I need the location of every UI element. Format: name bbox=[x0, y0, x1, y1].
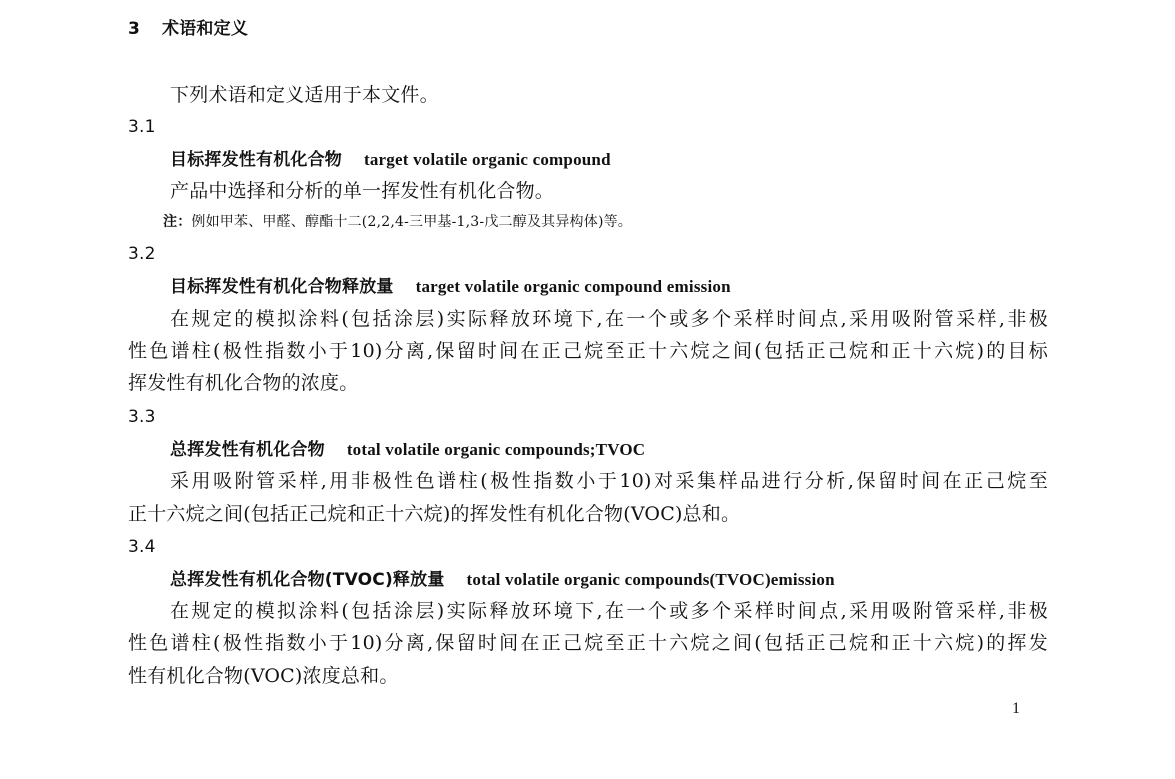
page-number: 1 bbox=[1012, 700, 1021, 717]
term-number: 3.2 bbox=[128, 244, 156, 264]
term-en: total volatile organic compounds;TVOC bbox=[346, 440, 646, 459]
term-title bbox=[170, 146, 611, 173]
intro-paragraph: 下列术语和定义适用于本文件。 bbox=[170, 84, 439, 106]
term-title bbox=[170, 273, 731, 300]
definition-line: 性有机化合物(VOC)浓度总和。 bbox=[128, 665, 399, 687]
term-number: 3.1 bbox=[128, 117, 156, 137]
term-number: 3.4 bbox=[128, 537, 156, 557]
section-heading bbox=[128, 16, 248, 42]
definition-line: 正十六烷之间(包括正己烷和正十六烷)的挥发性有机化合物(VOC)总和。 bbox=[128, 503, 741, 525]
note bbox=[163, 209, 632, 235]
term-title bbox=[170, 566, 835, 593]
term-cn: 目标挥发性有机化合物 bbox=[170, 150, 342, 170]
term-title bbox=[170, 436, 645, 463]
term-en: target volatile organic compound bbox=[364, 150, 611, 169]
term-cn: 总挥发性有机化合物(TVOC)释放量 bbox=[170, 570, 445, 590]
section-number: 3 bbox=[128, 19, 141, 39]
term-number: 3.3 bbox=[128, 407, 156, 427]
section-title: 术语和定义 bbox=[162, 19, 249, 39]
definition-line: 采用吸附管采样,用非极性色谱柱(极性指数小于10)对采集样品进行分析,保留时间在正己烷至 bbox=[170, 470, 1048, 492]
term-en: total volatile organic compounds(TVOC)emission bbox=[466, 570, 835, 589]
term-en: target volatile organic compound emission bbox=[415, 277, 731, 296]
definition-line: 性色谱柱(极性指数小于10)分离,保留时间在正己烷至正十六烷之间(包括正己烷和正十六烷)的挥发 bbox=[128, 632, 1048, 654]
note-text: 例如甲苯、甲醛、醇酯十二(2,2,4-三甲基-1,3-戊二醇及其异构体)等。 bbox=[191, 214, 633, 230]
definition-line: 在规定的模拟涂料(包括涂层)实际释放环境下,在一个或多个采样时间点,采用吸附管采样,非极 bbox=[170, 600, 1048, 622]
term-cn: 总挥发性有机化合物 bbox=[170, 440, 325, 460]
definition-line: 挥发性有机化合物的浓度。 bbox=[128, 372, 359, 394]
definition-line: 产品中选择和分析的单一挥发性有机化合物。 bbox=[170, 180, 555, 202]
definition-line: 性色谱柱(极性指数小于10)分离,保留时间在正己烷至正十六烷之间(包括正己烷和正十六烷)的目标 bbox=[128, 340, 1048, 362]
definition-line: 在规定的模拟涂料(包括涂层)实际释放环境下,在一个或多个采样时间点,采用吸附管采样,非极 bbox=[170, 308, 1048, 330]
term-cn: 目标挥发性有机化合物释放量 bbox=[170, 277, 394, 297]
note-label: 注： bbox=[163, 214, 192, 230]
